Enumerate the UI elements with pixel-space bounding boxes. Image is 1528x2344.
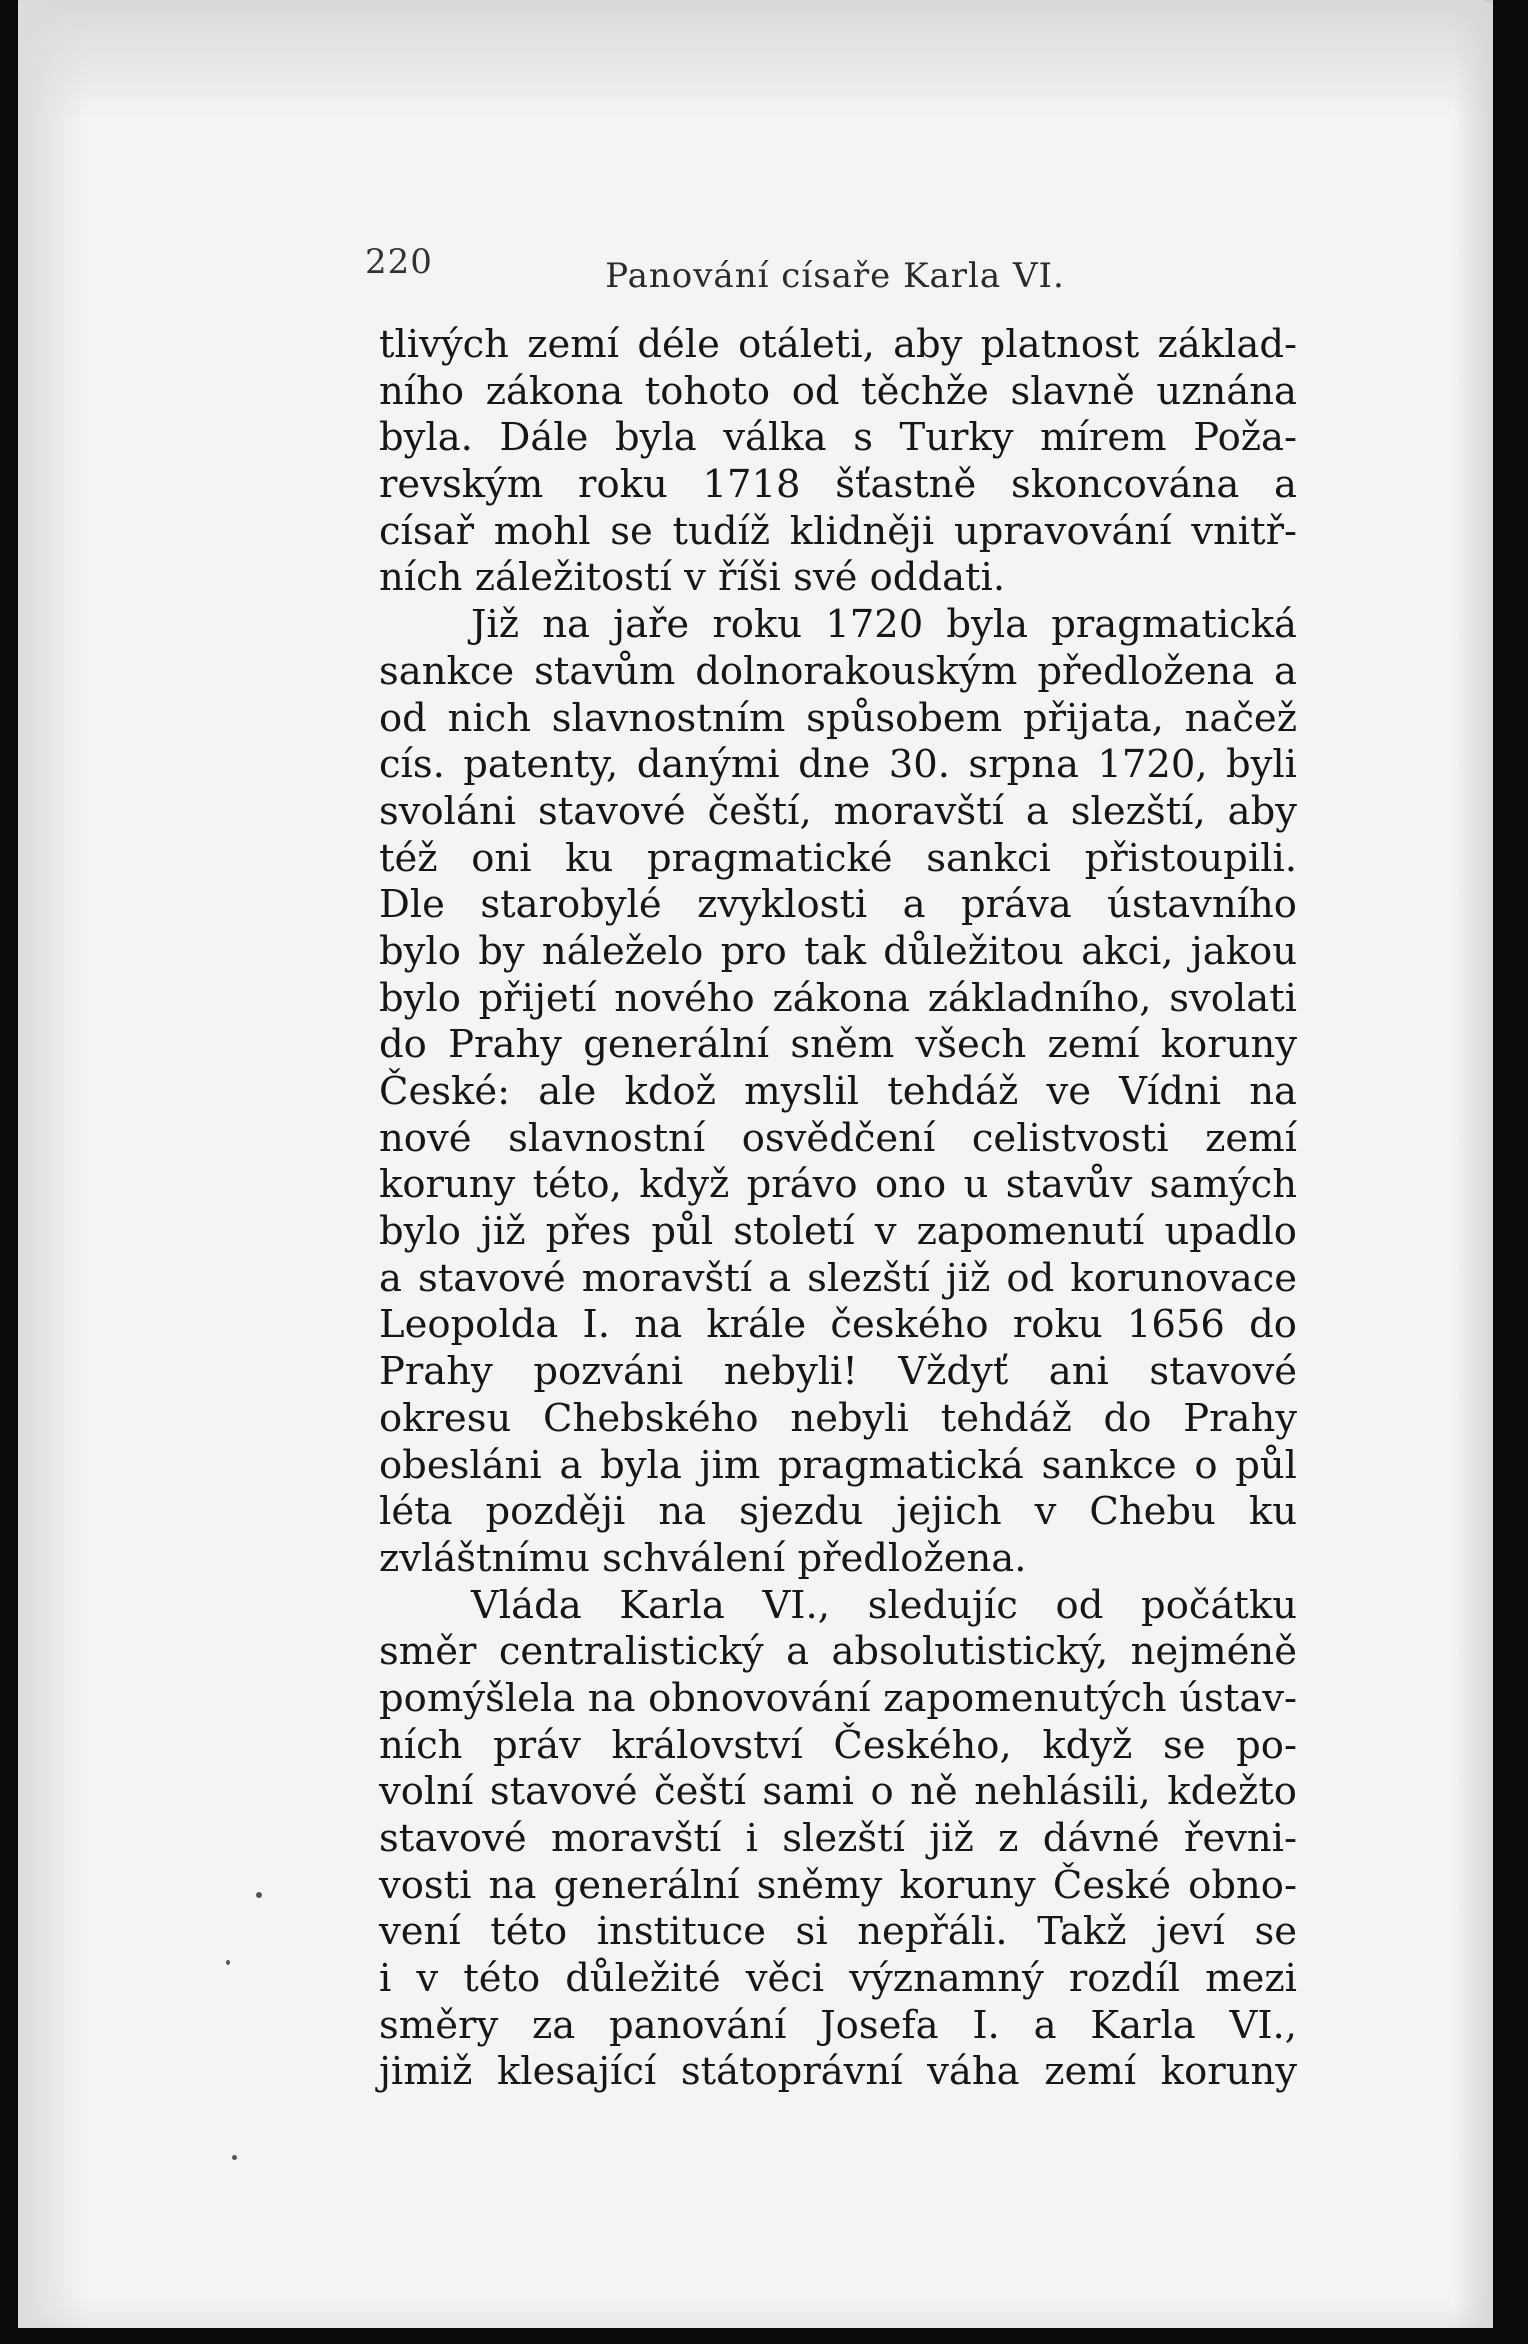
book-page — [18, 0, 1493, 2328]
text-line: bylo by náleželo pro tak důležitou akci, jakou — [379, 928, 1297, 974]
page-number: 220 — [365, 242, 433, 282]
text-line: a stavové moravští a slezští již od korunovace — [379, 1255, 1297, 1301]
text-line: stavové moravští i slezští již z dávné řevni- — [379, 1816, 1297, 1861]
text-line: bylo přijetí nového zákona základního, svolati — [379, 975, 1297, 1021]
text-line: ních záležitostí v říši své oddati. — [379, 555, 1006, 601]
running-head: Panování císaře Karla VI. — [605, 256, 1065, 296]
text-line: i v této důležité věci významný rozdíl mezi — [379, 1956, 1297, 2002]
body-text — [379, 322, 1297, 2096]
page-shadow-left — [18, 0, 88, 2328]
text-line: sankce stavům dolnorakouským předložena a — [379, 648, 1297, 694]
text-line: cís. patenty, danými dne 30. srpna 1720, byli — [379, 742, 1297, 788]
page-shadow-top — [18, 0, 1493, 120]
text-line: svoláni stavové čeští, moravští a slezští, aby — [379, 788, 1297, 834]
text-line: nové slavnostní osvědčení celistvosti zemí — [379, 1115, 1297, 1161]
margin-speck — [232, 2155, 237, 2160]
text-line: od nich slavnostním spůsobem přijata, načež — [379, 695, 1297, 741]
text-line: též oni ku pragmatické sankci přistoupili. — [379, 835, 1297, 881]
text-line: císař mohl se tudíž klidněji upravování vnitř- — [379, 508, 1297, 554]
margin-speck — [226, 1960, 230, 1965]
text-line: revským roku 1718 šťastně skoncována a — [379, 462, 1297, 508]
text-line: Dle starobylé zvyklosti a práva ústavního — [379, 882, 1297, 928]
text-line: bylo již přes půl století v zapomenutí upadlo — [379, 1209, 1297, 1255]
text-line: byla. Dále byla válka s Turky mírem Poža- — [379, 415, 1297, 461]
text-line: ního zákona tohoto od těchže slavně uznána — [379, 368, 1297, 414]
text-line: volní stavové čeští sami o ně nehlásili, kdežto — [379, 1769, 1297, 1815]
text-line: okresu Chebského nebyli tehdáž do Prahy — [379, 1395, 1297, 1441]
text-line: pomýšlela na obnovování zapomenutých ústav- — [379, 1675, 1297, 1721]
text-line: České: ale kdož myslil tehdáž ve Vídni na — [379, 1069, 1297, 1114]
text-line: Leopolda I. na krále českého roku 1656 do — [379, 1302, 1297, 1348]
text-line: léta později na sjezdu jejich v Chebu ku — [379, 1489, 1297, 1535]
margin-speck — [256, 1892, 262, 1898]
text-line: jimiž klesající státoprávní váha zemí koruny — [379, 2049, 1297, 2095]
text-line: vosti na generální sněmy koruny České obno- — [379, 1862, 1297, 1908]
text-line: směry za panování Josefa I. a Karla VI., — [379, 2002, 1297, 2048]
text-line: tlivých zemí déle otáleti, aby platnost základ- — [379, 322, 1297, 367]
page-header — [365, 230, 1305, 300]
text-line: obesláni a byla jim pragmatická sankce o půl — [379, 1442, 1297, 1488]
text-line: Prahy pozváni nebyli! Vždyť ani stavové — [379, 1349, 1297, 1395]
text-line: do Prahy generální sněm všech zemí koruny — [379, 1022, 1297, 1068]
text-line: ních práv království Českého, když se po- — [379, 1722, 1297, 1768]
text-line: Již na jaře roku 1720 byla pragmatická — [471, 602, 1297, 648]
text-line: směr centralistický a absolutistický, nejméně — [379, 1629, 1297, 1675]
text-line: koruny této, když právo ono u stavův samých — [379, 1162, 1297, 1208]
text-line: vení této instituce si nepřáli. Takž jeví se — [379, 1909, 1297, 1955]
text-line: Vláda Karla VI., sledujíc od počátku — [471, 1582, 1297, 1628]
text-line: zvláštnímu schválení předložena. — [379, 1535, 1027, 1581]
page-shadow-right — [1453, 0, 1493, 2328]
